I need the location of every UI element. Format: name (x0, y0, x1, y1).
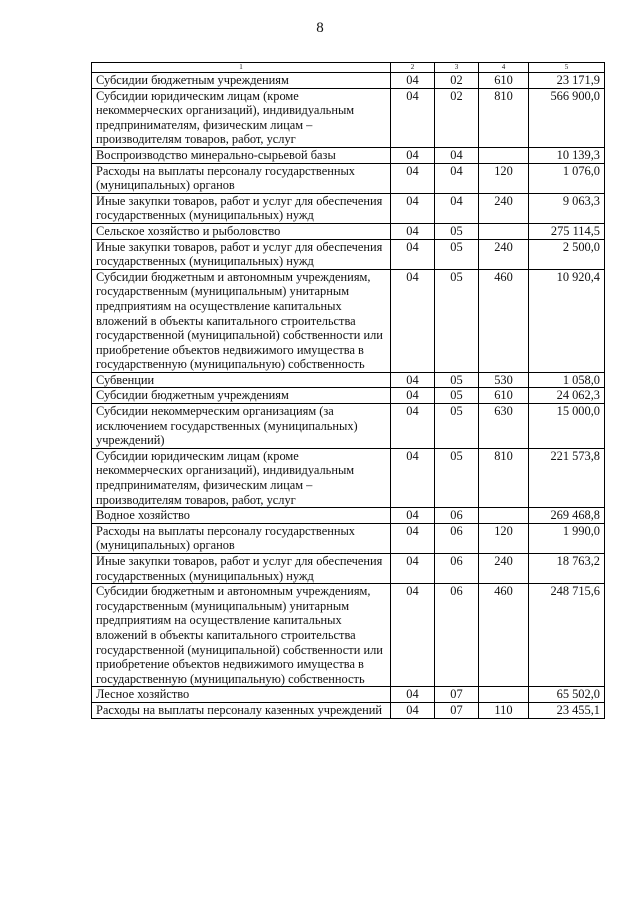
section-code-cell: 04 (391, 687, 435, 703)
expense-type-cell: 530 (479, 372, 529, 388)
item-name-cell: Субсидии юридическим лицам (кроме некоммерческих организаций), индивидуальным предпринимателям, физическим лицам – производителям товаров, работ, услуг (92, 88, 391, 147)
table-row (92, 193, 605, 223)
table-row (92, 269, 605, 372)
section-code-cell: 04 (391, 554, 435, 584)
table-row (92, 73, 605, 89)
item-name-cell: Сельское хозяйство и рыболовство (92, 223, 391, 239)
table-row (92, 88, 605, 147)
amount-cell: 9 063,3 (529, 193, 605, 223)
table-row (92, 687, 605, 703)
amount-cell: 566 900,0 (529, 88, 605, 147)
amount-cell: 269 468,8 (529, 508, 605, 524)
subsection-code-cell: 02 (435, 73, 479, 89)
amount-cell: 1 076,0 (529, 163, 605, 193)
subsection-code-cell: 04 (435, 147, 479, 163)
subsection-code-cell: 06 (435, 584, 479, 687)
amount-cell: 248 715,6 (529, 584, 605, 687)
subsection-code-cell: 05 (435, 223, 479, 239)
section-code-cell: 04 (391, 584, 435, 687)
section-code-cell: 04 (391, 147, 435, 163)
table-row (92, 508, 605, 524)
item-name-cell: Субвенции (92, 372, 391, 388)
table-row (92, 404, 605, 449)
section-code-cell: 04 (391, 508, 435, 524)
expense-type-cell: 630 (479, 404, 529, 449)
subsection-code-cell: 05 (435, 372, 479, 388)
column-number: 1 (92, 63, 391, 73)
subsection-code-cell: 06 (435, 508, 479, 524)
column-number: 4 (479, 63, 529, 73)
section-code-cell: 04 (391, 239, 435, 269)
table-row (92, 223, 605, 239)
item-name-cell: Субсидии бюджетным и автономным учреждениям, государственным (муниципальным) унитарным предприятиям на осуществление капитальных вложений в объекты капитального строительства государственной (муниципальной) собственности или приобретение объектов недвижимого имущества в государственную (муниципальную) собственность (92, 584, 391, 687)
expense-type-cell: 460 (479, 269, 529, 372)
table-row (92, 523, 605, 553)
item-name-cell: Воспроизводство минерально-сырьевой базы (92, 147, 391, 163)
expense-type-cell: 240 (479, 554, 529, 584)
section-code-cell: 04 (391, 193, 435, 223)
subsection-code-cell: 06 (435, 523, 479, 553)
expense-type-cell (479, 147, 529, 163)
amount-cell: 18 763,2 (529, 554, 605, 584)
expense-type-cell (479, 687, 529, 703)
item-name-cell: Иные закупки товаров, работ и услуг для обеспечения государственных (муниципальных) нужд (92, 193, 391, 223)
budget-table (91, 62, 605, 719)
subsection-code-cell: 04 (435, 163, 479, 193)
amount-cell: 10 139,3 (529, 147, 605, 163)
amount-cell: 23 455,1 (529, 702, 605, 718)
expense-type-cell: 460 (479, 584, 529, 687)
amount-cell: 221 573,8 (529, 448, 605, 507)
subsection-code-cell: 07 (435, 687, 479, 703)
budget-table-body (92, 63, 605, 719)
subsection-code-cell: 06 (435, 554, 479, 584)
expense-type-cell: 610 (479, 73, 529, 89)
amount-cell: 15 000,0 (529, 404, 605, 449)
table-row (92, 554, 605, 584)
item-name-cell: Иные закупки товаров, работ и услуг для обеспечения государственных (муниципальных) нужд (92, 239, 391, 269)
item-name-cell: Лесное хозяйство (92, 687, 391, 703)
section-code-cell: 04 (391, 372, 435, 388)
table-row (92, 448, 605, 507)
expense-type-cell: 110 (479, 702, 529, 718)
expense-type-cell: 240 (479, 239, 529, 269)
expense-type-cell: 120 (479, 163, 529, 193)
section-code-cell: 04 (391, 448, 435, 507)
expense-type-cell: 120 (479, 523, 529, 553)
subsection-code-cell: 05 (435, 239, 479, 269)
item-name-cell: Субсидии бюджетным учреждениям (92, 388, 391, 404)
section-code-cell: 04 (391, 404, 435, 449)
subsection-code-cell: 05 (435, 269, 479, 372)
section-code-cell: 04 (391, 88, 435, 147)
item-name-cell: Субсидии некоммерческим организациям (за исключением государственных (муниципальных) учреждений) (92, 404, 391, 449)
item-name-cell: Субсидии бюджетным учреждениям (92, 73, 391, 89)
table-row (92, 163, 605, 193)
expense-type-cell (479, 508, 529, 524)
table-row (92, 584, 605, 687)
table-row (92, 388, 605, 404)
subsection-code-cell: 02 (435, 88, 479, 147)
section-code-cell: 04 (391, 388, 435, 404)
subsection-code-cell: 05 (435, 388, 479, 404)
subsection-code-cell: 07 (435, 702, 479, 718)
amount-cell: 23 171,9 (529, 73, 605, 89)
table-row (92, 239, 605, 269)
subsection-code-cell: 05 (435, 404, 479, 449)
expense-type-cell: 810 (479, 448, 529, 507)
item-name-cell: Расходы на выплаты персоналу казенных учреждений (92, 702, 391, 718)
item-name-cell: Расходы на выплаты персоналу государственных (муниципальных) органов (92, 163, 391, 193)
section-code-cell: 04 (391, 702, 435, 718)
expense-type-cell (479, 223, 529, 239)
page-number: 8 (316, 20, 324, 36)
item-name-cell: Субсидии бюджетным и автономным учреждениям, государственным (муниципальным) унитарным предприятиям на осуществление капитальных вложений в объекты капитального строительства государственной (муниципальной) собственности или приобретение объектов недвижимого имущества в государственную (муниципальную) собственность (92, 269, 391, 372)
column-number: 5 (529, 63, 605, 73)
amount-cell: 10 920,4 (529, 269, 605, 372)
section-code-cell: 04 (391, 163, 435, 193)
table-row (92, 702, 605, 718)
section-code-cell: 04 (391, 269, 435, 372)
item-name-cell: Иные закупки товаров, работ и услуг для обеспечения государственных (муниципальных) нужд (92, 554, 391, 584)
section-code-cell: 04 (391, 73, 435, 89)
expense-type-cell: 610 (479, 388, 529, 404)
subsection-code-cell: 04 (435, 193, 479, 223)
item-name-cell: Водное хозяйство (92, 508, 391, 524)
expense-type-cell: 810 (479, 88, 529, 147)
table-row (92, 147, 605, 163)
amount-cell: 24 062,3 (529, 388, 605, 404)
section-code-cell: 04 (391, 223, 435, 239)
item-name-cell: Расходы на выплаты персоналу государственных (муниципальных) органов (92, 523, 391, 553)
column-number: 3 (435, 63, 479, 73)
column-number-row (92, 63, 605, 73)
amount-cell: 1 058,0 (529, 372, 605, 388)
table-row (92, 372, 605, 388)
amount-cell: 275 114,5 (529, 223, 605, 239)
item-name-cell: Субсидии юридическим лицам (кроме некоммерческих организаций), индивидуальным предпринимателям, физическим лицам – производителям товаров, работ, услуг (92, 448, 391, 507)
column-number: 2 (391, 63, 435, 73)
subsection-code-cell: 05 (435, 448, 479, 507)
amount-cell: 2 500,0 (529, 239, 605, 269)
amount-cell: 1 990,0 (529, 523, 605, 553)
section-code-cell: 04 (391, 523, 435, 553)
expense-type-cell: 240 (479, 193, 529, 223)
amount-cell: 65 502,0 (529, 687, 605, 703)
